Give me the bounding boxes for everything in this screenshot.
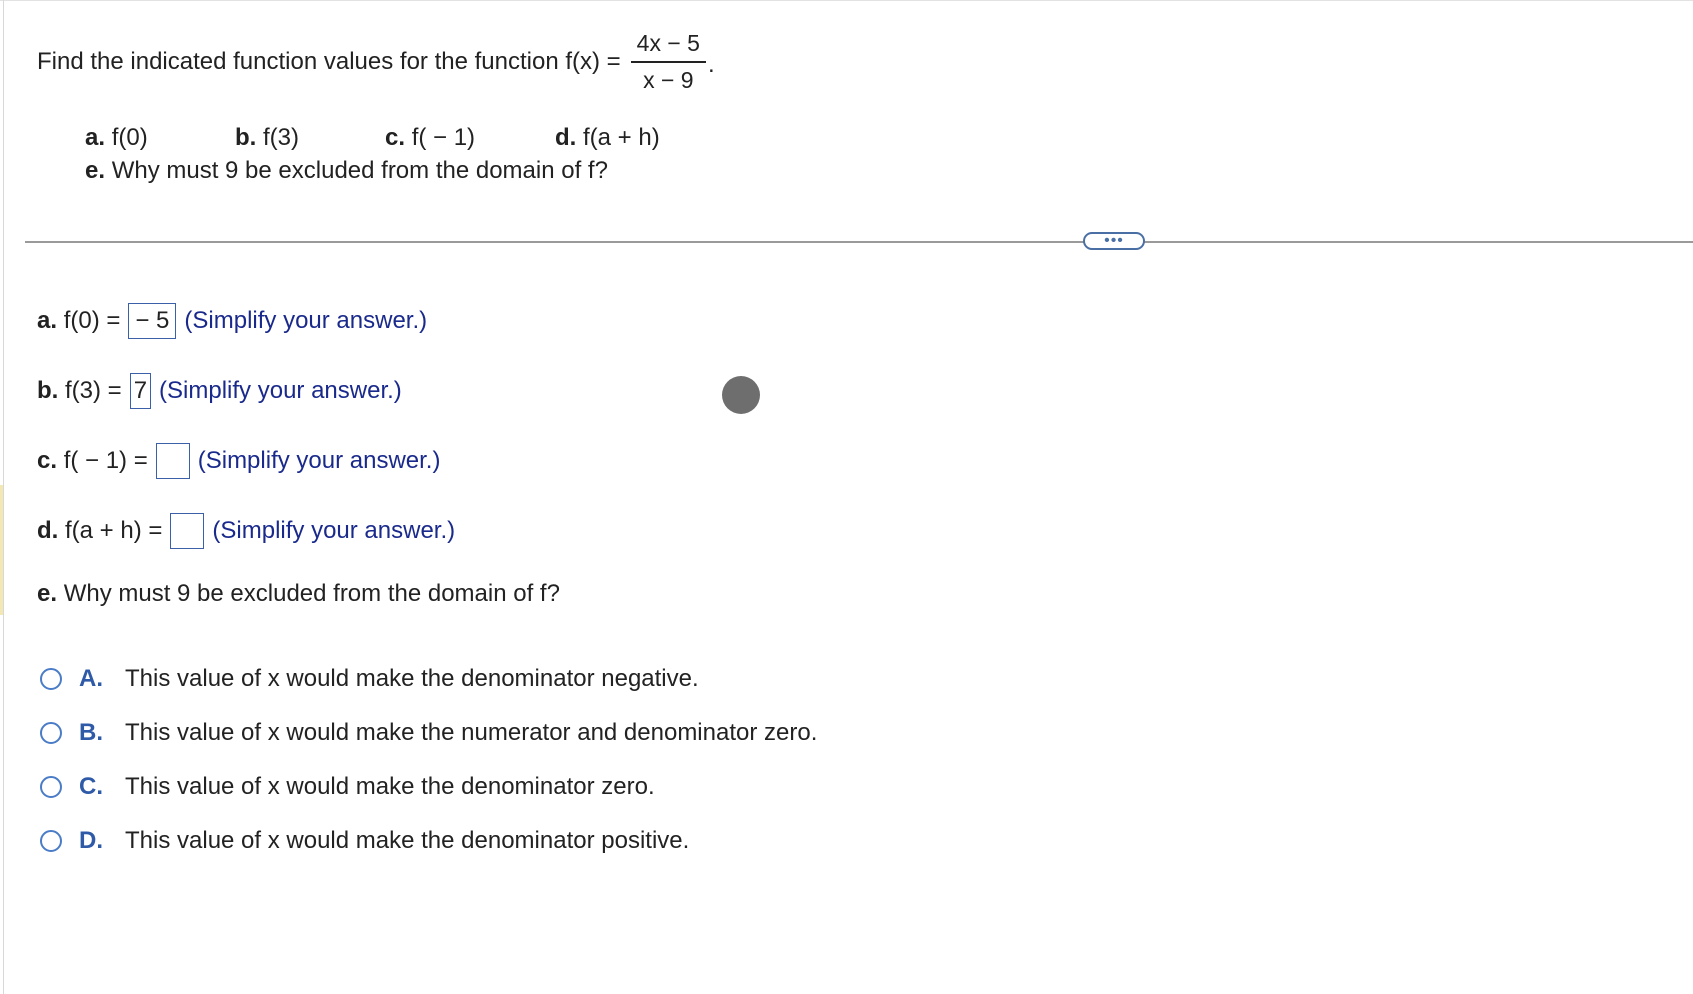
left-border [3,0,4,994]
question-prefix: Find the indicated function values for the function f(x) = [37,48,621,75]
fraction-denominator: x − 9 [643,67,694,93]
choice-a-letter: A. [79,665,103,692]
choice-b[interactable] [40,706,817,760]
answer-d-expression: f(a + h) = [65,517,163,544]
answer-c-hint: (Simplify your answer.) [197,447,441,474]
choice-c-text: This value of x would make the denominator zero. [125,773,655,800]
question-statement [37,30,715,94]
question-suffix: . [707,51,715,78]
choice-c-letter: C. [79,773,103,800]
function-fraction [631,30,706,94]
parts-row-2 [85,154,660,187]
answer-c-row: c. f( − 1) = (Simplify your answer.) [37,441,440,481]
answer-d-row: d. f(a + h) = (Simplify your answer.) [37,511,455,551]
part-c: c. f( − 1) [385,123,476,151]
left-accent-bar [0,485,3,615]
choice-b-letter: B. [79,719,103,746]
parts-row-1 [85,121,660,154]
answer-a-hint: (Simplify your answer.) [184,307,428,334]
answer-b-hint: (Simplify your answer.) [159,377,402,404]
answer-c-expression: f( − 1) = [63,447,148,474]
choice-list [40,652,817,868]
choice-a[interactable] [40,652,817,706]
radio-a[interactable] [40,668,62,690]
mouse-cursor-indicator [722,376,760,414]
choice-d-letter: D. [79,827,103,854]
answer-b-expression: f(3) = [65,377,122,404]
part-e: e. Why must 9 be excluded from the domain of f? [85,156,608,184]
choice-a-text: This value of x would make the denominator negative. [125,665,699,692]
top-border [0,0,1693,1]
answer-b-input[interactable]: 7 [130,373,151,409]
answer-d-input[interactable] [170,513,204,549]
part-d: d. f(a + h) [555,123,660,151]
answer-c-input[interactable] [156,443,190,479]
choice-d-text: This value of x would make the denominator positive. [125,827,690,854]
choice-c[interactable] [40,760,817,814]
answer-a-row: a. f(0) = − 5 (Simplify your answer.) [37,301,427,341]
more-options-button[interactable]: ••• [1083,232,1145,250]
answer-b-row: b. f(3) = 7 (Simplify your answer.) [37,371,402,411]
radio-c[interactable] [40,776,62,798]
section-divider [25,241,1693,243]
choice-d[interactable] [40,814,817,868]
part-b: b. f(3) [235,123,299,151]
part-a: a. f(0) [85,123,148,151]
radio-b[interactable] [40,722,62,744]
answer-a-expression: f(0) = [63,307,121,334]
fraction-numerator: 4x − 5 [631,30,706,63]
choice-b-text: This value of x would make the numerator and denominator zero. [125,719,818,746]
answer-a-input[interactable]: − 5 [128,303,176,339]
question-parts [85,121,660,187]
part-e-question: e. Why must 9 be excluded from the domain of f? [37,580,560,607]
answer-d-hint: (Simplify your answer.) [212,517,456,544]
radio-d[interactable] [40,830,62,852]
